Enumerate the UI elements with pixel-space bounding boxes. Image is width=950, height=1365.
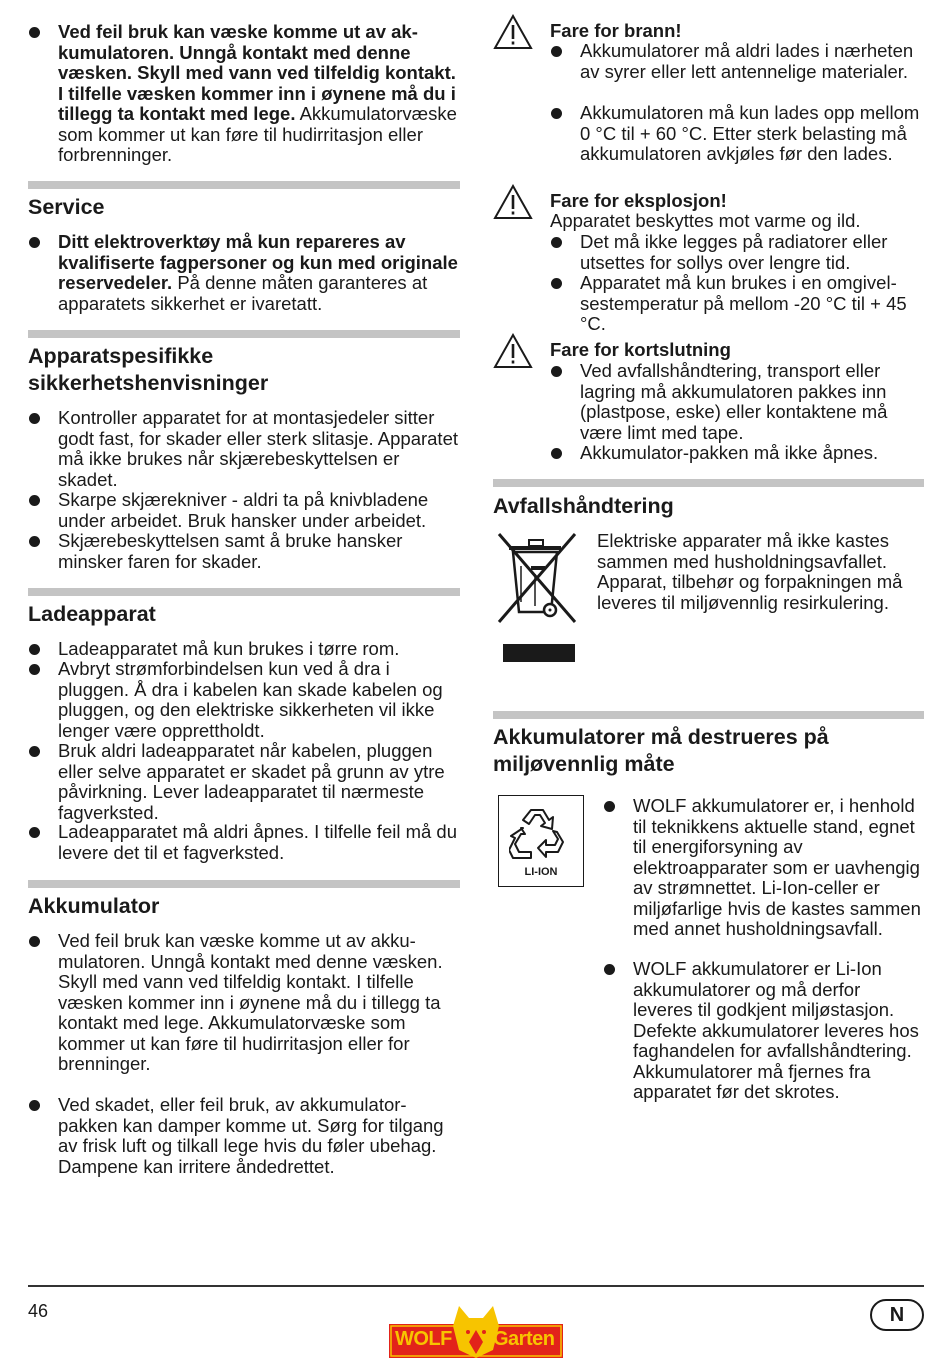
section-rule bbox=[493, 711, 924, 719]
li-ion-label: LI-ION bbox=[524, 866, 558, 878]
ladeapparat-bullet-2: Avbryt strømforbindelsen kun ved å dra i pluggen. Å dra i kabelen kan skade kabelen og pluggen, og den elektriske sikkerheten vil ikke lenger være opprettholdt. bbox=[28, 659, 460, 741]
warning-triangle-icon bbox=[493, 333, 533, 369]
ladeapparat-bullet-4: Ladeapparatet må aldri åpnes. I tilfelle feil må du levere det til et fagverksted. bbox=[28, 822, 460, 863]
apparat-heading bbox=[28, 343, 268, 397]
eksplosjon-bullet-2: Apparatet må kun brukes i en omgivelsestemperatur på mellom -20 °C til + 45 °C. bbox=[550, 273, 924, 335]
destrueres-heading-line2: miljøvennlig måte bbox=[493, 752, 675, 776]
section-rule bbox=[28, 181, 460, 189]
service-bold: Ditt elektroverktøy må kun repareres av kvalifiserte fagpersoner og kun med originale reservedeler. bbox=[58, 231, 458, 293]
ladeapparat-bullet-3: Bruk aldri ladeapparatet når kabelen, pluggen eller selve apparatet er skadet på grunn av ytre påvirkning. Lever ladeapparatet til nærmeste fagverksted. bbox=[28, 741, 460, 823]
ladeapparat-bullet-1: Ladeapparatet må kun brukes i tørre rom. bbox=[28, 639, 460, 660]
section-rule bbox=[28, 330, 460, 338]
section-rule bbox=[28, 588, 460, 596]
li-ion-recycle-badge bbox=[498, 795, 584, 887]
brann-title: Fare for brann! bbox=[550, 20, 682, 41]
warning-triangle-icon bbox=[493, 184, 533, 220]
destrueres-bullet-1: WOLF akkumulatorer er, i henhold til teknikkens aktuelle stand, egnet til energiforsyning av elektroapparater som er uavhengig av strømnettet. Li-Ion-celler er miljøfarlige hvis de kastes sammen med annet husholdningsavfall. bbox=[603, 796, 924, 940]
logo-garten-text: Garten bbox=[493, 1328, 555, 1350]
destrueres-heading-line1: Akkumulatorer må destrueres på bbox=[493, 725, 829, 749]
recycle-icon bbox=[509, 804, 573, 864]
akkumulator-bullet-1: Ved feil bruk kan væske komme ut av akkumulatoren. Unngå kontakt med denne væsken. Skyll med vann ved tilfeldig kontakt. I tilfelle væsken kommer inn i øynene må du i tillegg ta kontakt med lege. Akkumulatorvæske som kommer ut kan føre til hudirritasjon eller for brenninger. bbox=[28, 931, 460, 1075]
service-heading: Service bbox=[28, 195, 105, 219]
kortslutning-bullet-2: Akkumulator-pakken må ikke åpnes. bbox=[550, 443, 924, 464]
page-number: 46 bbox=[28, 1301, 49, 1321]
logo-wolf-text: WOLF bbox=[395, 1328, 452, 1350]
apparat-bullet-1: Kontroller apparatet for at montasjedeler sitter godt fast, for skader eller sterk slitasje. Apparatet må ikke brukes når skjærebeskyttelsen er skadet. bbox=[28, 408, 460, 490]
destrueres-heading bbox=[493, 724, 829, 778]
apparat-bullet-2: Skarpe skjærekniver - aldri ta på knivbladene under arbeidet. Bruk hansker under arbeidet. bbox=[28, 490, 460, 531]
brann-bullet-1: Akkumulatorer må aldri lades i nærheten av syrer eller lett antennelige materialer. bbox=[550, 41, 924, 82]
eksplosjon-text: Apparatet beskyttes mot varme og ild. bbox=[550, 210, 861, 231]
intro-bold: Ved feil bruk kan væske komme ut av akkumulatoren. Unngå kontakt med denne væsken. Skyll med vann ved tilfeldig kontakt. I tilfelle væsken kommer inn i øynene må du i tillegg ta kontakt med lege. bbox=[58, 21, 456, 124]
apparat-bullet-3: Skjærebeskyttelsen samt å bruke hansker minsker faren for skader. bbox=[28, 531, 460, 572]
akkumulator-heading: Akkumulator bbox=[28, 894, 160, 918]
country-code-badge: N bbox=[870, 1299, 924, 1331]
apparat-heading-line1: Apparatspesifikke bbox=[28, 344, 214, 368]
crossed-bin-icon bbox=[495, 530, 579, 666]
footer-divider bbox=[28, 1285, 924, 1287]
intro-bullet bbox=[28, 22, 460, 166]
section-rule bbox=[493, 479, 924, 487]
akkumulator-bullet-2: Ved skadet, eller feil bruk, av akkumulatorpakken kan damper komme ut. Sørg for tilgang av frisk luft og tilkall lege hvis du føler ubehag. Dampene kan irritere åndedrettet. bbox=[28, 1095, 460, 1177]
brann-bullet-2: Akkumulatoren må kun lades opp mellom 0 °C til + 60 °C. Etter sterk belasting må akkumulatoren avkjøles før den lades. bbox=[550, 103, 924, 165]
service-normal: På denne måten garanteres at apparatets sikkerhet er ivaretatt. bbox=[58, 272, 428, 314]
avfall-heading: Avfallshåndtering bbox=[493, 494, 674, 518]
eksplosjon-bullet-1: Det må ikke legges på radiatorer eller utsettes for sollys over lengre tid. bbox=[550, 232, 924, 273]
warning-triangle-icon bbox=[493, 14, 533, 50]
kortslutning-title: Fare for kortslutning bbox=[550, 339, 731, 360]
intro-normal: Akkumulatorvæske som kommer ut kan føre til hudirritasjon eller forbrenninger. bbox=[58, 103, 457, 165]
wolf-garten-logo bbox=[389, 1304, 563, 1360]
apparat-heading-line2: sikkerhetshenvisninger bbox=[28, 371, 269, 395]
ladeapparat-heading: Ladeapparat bbox=[28, 602, 156, 626]
section-rule bbox=[28, 880, 460, 888]
destrueres-bullet-2: WOLF akkumulatorer er Li-Ion akkumulatorer og må derfor leveres til godkjent miljøstasjon. Defekte akkumulatorer leveres hos faghandelen for avfallshåndtering. Akkumulatorer må fjernes fra apparatet før det skrotes. bbox=[603, 959, 924, 1103]
avfall-text: Elektriske apparater må ikke kastes sammen med husholdningsavfallet. Apparat, tilbehør og forpakningen må leveres til miljøvennlig resirkulering. bbox=[597, 530, 903, 613]
eksplosjon-title: Fare for eksplosjon! bbox=[550, 190, 727, 211]
service-bullet bbox=[28, 232, 460, 314]
kortslutning-bullet-1: Ved avfallshåndtering, transport eller lagring må akkumulatoren pakkes inn (plastpose, eske) eller kontaktene må være limt med tape. bbox=[550, 361, 924, 443]
